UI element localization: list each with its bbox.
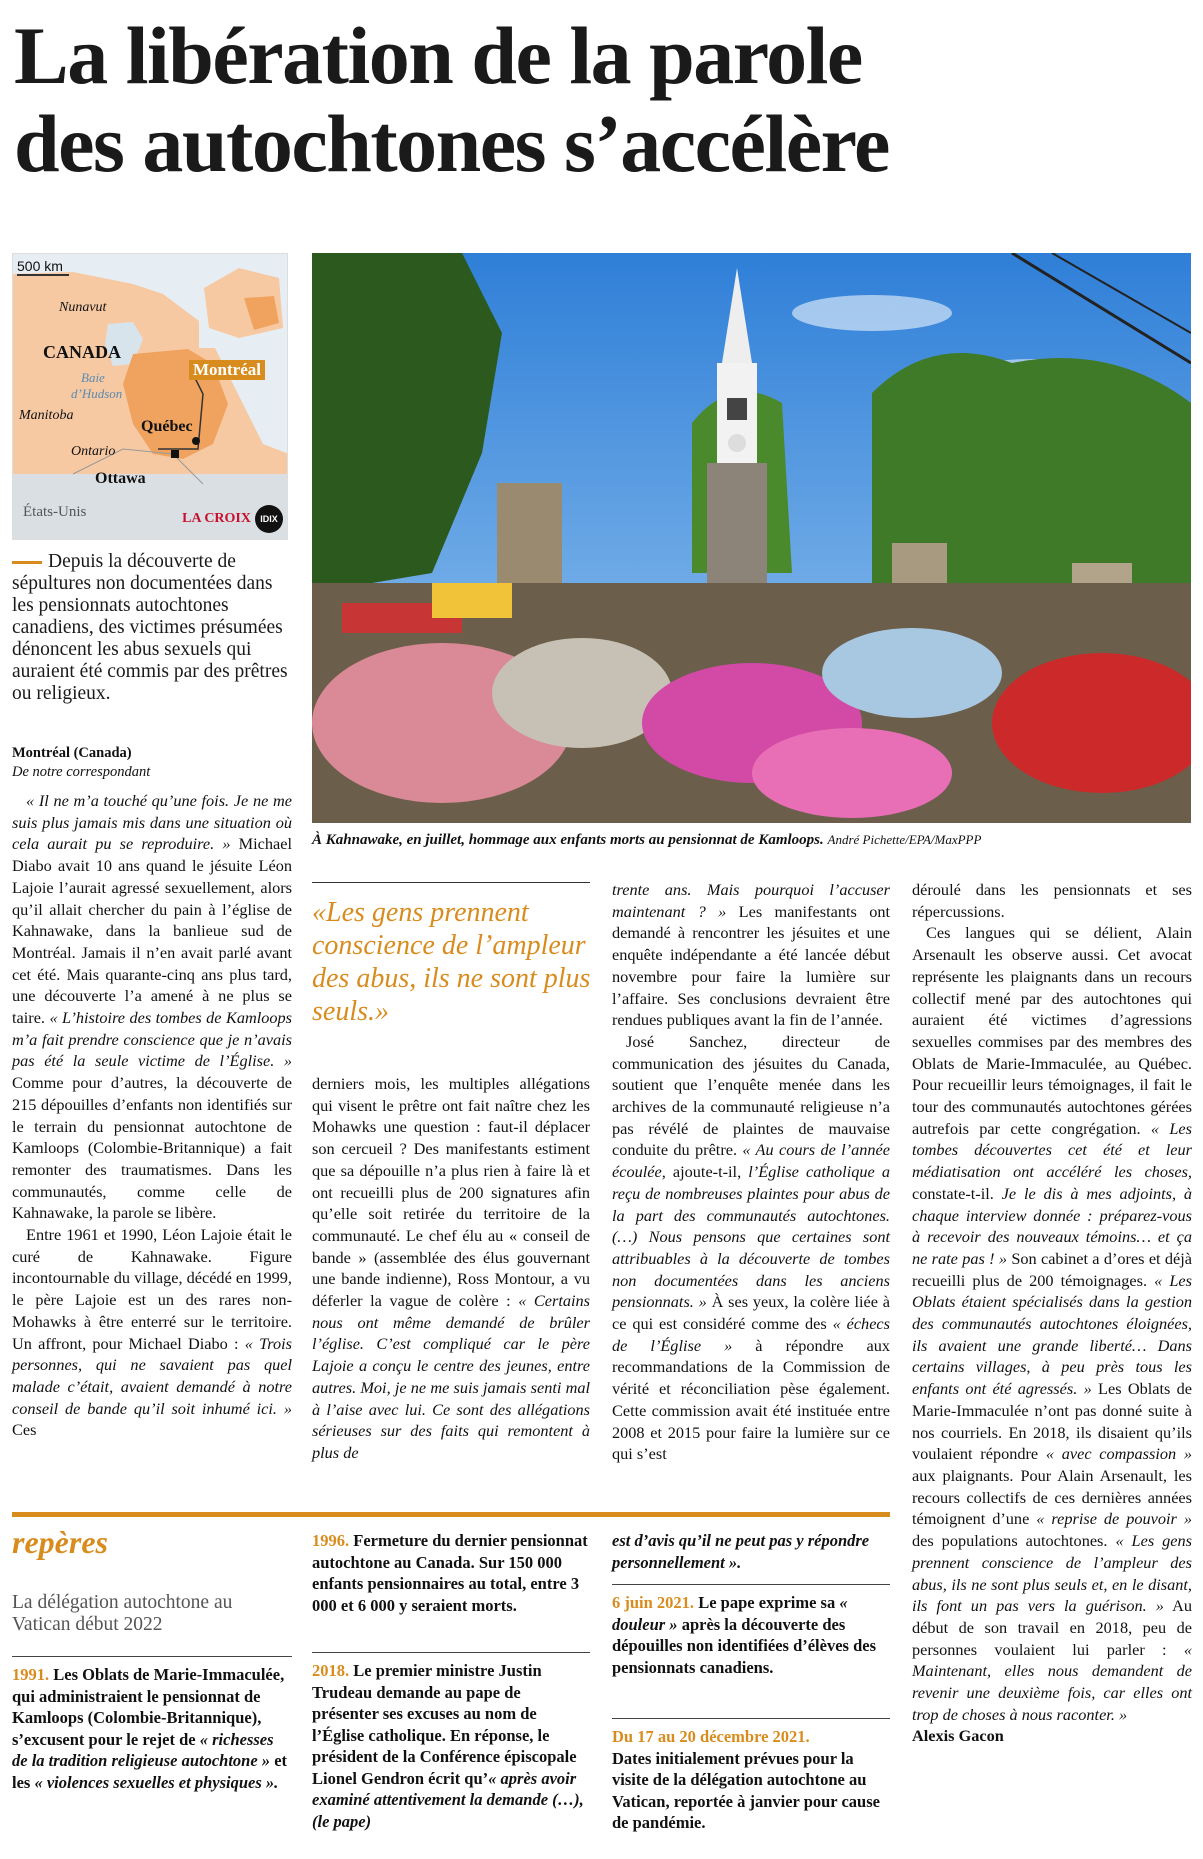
headline-line-1: La libération de la parole <box>14 10 862 101</box>
text: Comme pour d’autres, la découverte de 215 dépouilles d’enfants non identifiés sur le terrain du pensionnat autochtone de Kamloops (Colombie-Britannique) a fait remonter des traumatismes. Dans les communautés, comme celle de Kahnawake, la parole se libère. <box>12 1073 292 1223</box>
label-nunavut: Nunavut <box>59 300 107 315</box>
chapeau-text: Depuis la découverte de sépultures non documentées dans les pensionnats autochtones canadiens, des victimes présumées dénoncent les abus sexuels qui auraient été commis par des prêtres ou religieux. <box>12 551 288 704</box>
entry-quote: « douleur » <box>612 1593 848 1634</box>
label-montreal: Montréal <box>189 360 265 380</box>
text: Les manifestants ont demandé à rencontrer les jésuites et une enquête indépendante a été lancée début novembre pour faire la lumière sur l’affaire. Ses conclusions devraient être rendues publiques avant la fin de l’année. <box>612 901 890 1030</box>
paragraph <box>912 922 1192 1725</box>
entry-year: 6 juin 2021. <box>612 1593 695 1612</box>
entry-year: 1996. <box>312 1531 350 1550</box>
entry-text: Le pape exprime sa <box>694 1593 840 1612</box>
reperes-entry-1996 <box>312 1530 590 1616</box>
entry-quote: est d’avis qu’il ne peut pas y répondre personnellement ». <box>612 1531 870 1572</box>
caption-text: À Kahnawake, en juillet, hommage aux enfants morts au pensionnat de Kamloops. <box>312 832 824 848</box>
label-manitoba: Manitoba <box>19 408 74 423</box>
entry-quote: « après avoir examiné attentivement la demande (…), (le pape) <box>312 1768 584 1831</box>
text: Ces <box>12 1420 37 1440</box>
entry-text: Le premier ministre Justin Trudeau demande au pape de présenter ses excuses au nom de l’Église catholique. En réponse, le président de la Conférence épiscopale Lionel Gendron écrit qu’ <box>312 1661 577 1788</box>
reperes-entry-2021 <box>612 1592 890 1678</box>
separator <box>612 1584 890 1585</box>
photo-illustration <box>312 253 1191 823</box>
quote: « Certains nous ont même demandé de brûler l’église. C’est compliqué car le père Lajoie a conçu le centre des jeunes, entre autres. Moi, je ne me suis jamais senti mal à l’aise avec lui. Ce sont des allégations sérieuses sur des faits qui remontent à plus de <box>312 1291 590 1462</box>
entry-text: Les Oblats de Marie-Immaculée, qui administraient le pensionnat de Kamloops (Colombie-Britannique), s’excusent pour le rejet de <box>12 1665 285 1749</box>
quote: « Les Oblats étaient spécialisés dans la gestion des communautés autochtones éloignées, ils avaient une grande liberté… Dans certains villages, à peu près tous les enfants ont été agressés. » <box>912 1270 1192 1399</box>
photo-caption <box>312 832 1191 849</box>
text: des populations autochtones. <box>912 1531 1116 1551</box>
quote: l’Église catholique a reçu de nombreuses plaintes pour abus de la part des communautés autochtones. (…) Nous pensons que certaines sont attribuables à la découverte de tombes non documentées dans les anciens pensionnats. » <box>612 1162 890 1312</box>
text: ajoute-t-il, <box>665 1162 749 1182</box>
chapeau <box>12 551 292 705</box>
headline-line-2: des autochtones s’accélère <box>14 98 889 189</box>
reperes-entry-dec-2021 <box>612 1726 890 1834</box>
label-ontario: Ontario <box>71 444 116 459</box>
text: Son cabinet a d’ores et déjà recueilli plus de 200 témoignages. <box>912 1248 1192 1290</box>
text: À ses yeux, la colère liée à ce qui est considéré comme des <box>612 1292 891 1334</box>
dateline <box>12 744 292 782</box>
text: José Sanchez, directeur de communication des jésuites du Canada, soutient que l’enquête menée dans les archives de la communauté religieuse n’a pas révélé de plaintes de mauvaise conduite du prêtre. <box>612 1031 890 1160</box>
body-column-3 <box>612 879 890 1465</box>
reperes-entry-2018-cont <box>612 1530 890 1573</box>
reperes-subtitle: La délégation autochtone au Vatican début 2022 <box>12 1592 233 1635</box>
text: à répondre aux recommandations de la Commission de vérité et réconciliation pèse également. Cette commission avait été instituée entre 2008 et 2015 pour faire la lumière sur ce qui s’est <box>612 1335 890 1464</box>
quote: « Il ne m’a touché qu’une fois. Je ne me suis plus jamais mis dans une situation où cela aurait pu se reproduire. » <box>12 791 292 854</box>
text: Entre 1961 et 1990, Léon Lajoie était le curé de Kahnawake. Figure incontournable du village, décédé en 1999, le père Lajoie est un des rares non-Mohawks à être enterré sur le territoire. Un affront, pour Michael Diabo : <box>12 1225 292 1353</box>
label-quebec: Québec <box>141 418 193 435</box>
quote: « Les tombes découvertes cet été et leur médiatisation ont accéléré les choses, <box>912 1118 1192 1182</box>
entry-text: Dates initialement prévues pour la visite de la délégation autochtone au Vatican, reportée à janvier pour cause de pandémie. <box>612 1748 880 1832</box>
quote: « reprise de pouvoir » <box>1036 1509 1192 1529</box>
separator <box>312 1652 590 1653</box>
separator <box>612 1718 890 1719</box>
dateline-correspondent: De notre correspondant <box>12 764 151 780</box>
quote: « échecs de l’Église » <box>612 1314 890 1355</box>
pullquote-rule <box>312 882 590 883</box>
body-column-2 <box>312 1073 590 1464</box>
quote: « Maintenant, elles nous demandent de revenir une deuxième fois, car elles ont trop de choses à nous raconter. » <box>912 1639 1192 1724</box>
body-column-1 <box>12 790 292 1441</box>
map-scale: 500 km <box>17 258 69 276</box>
separator <box>12 1656 292 1657</box>
inset-graphic <box>199 258 285 348</box>
paragraph <box>312 1073 590 1464</box>
entry-quote: « richesses de la tradition religieuse autochtone » <box>12 1729 274 1770</box>
text: Au début de son travail en 2018, peu de personnes voulaient lui parler : <box>912 1596 1192 1659</box>
reperes-rule <box>12 1512 890 1517</box>
quote: « Les gens prennent conscience de l’ampleur des abus, ils ne sont plus seuls et, en le disant, ils font un pas vers la guérison. » <box>912 1531 1192 1616</box>
reperes-entry-2018 <box>312 1660 590 1832</box>
headline <box>14 12 1194 188</box>
label-hudson: d’Hudson <box>71 386 123 401</box>
text: derniers mois, les multiples allégations qui visent le prêtre ont fait naître chez les Mohawks une question : faut-il déplacer son cercueil ? Des manifestants estiment que sa dépouille n’a plus rien à faire là et ont recueilli plus de 200 signatures afin qu’elle soit retirée du territoire de la communauté. Le chef élu au « conseil de bande » (assemblée des élus gouvernant une bande indienne), Ross Montour, a vu déferler la vague de colère : <box>312 1074 590 1311</box>
entry-text: Fermeture du dernier pensionnat autochtone au Canada. Sur 150 000 enfants pensionnaires au total, entre 3 000 et 6 000 y seraient morts. <box>312 1531 588 1615</box>
label-canada: CANADA <box>43 342 121 362</box>
reperes-entry-1991 <box>12 1664 292 1793</box>
entry-text: après la découverte des dépouilles non identifiées d’élèves des pensionnats canadiens. <box>612 1614 877 1677</box>
quote: trente ans. Mais pourquoi l’accuser maintenant ? » <box>612 880 890 921</box>
quote: « L’histoire des tombes de Kamloops m’a fait prendre conscience que je n’avais pas été la seule victime de l’Église. » <box>12 1008 293 1071</box>
text: aux plaignants. Pour Alain Arsenault, les recours collectifs de ces dernières années témoignent d’une <box>912 1465 1192 1529</box>
paragraph <box>612 1031 890 1465</box>
main-photo <box>312 253 1191 823</box>
chapeau-dash <box>12 561 42 564</box>
quote: « avec compassion » <box>1045 1444 1192 1464</box>
entry-text: et les <box>12 1751 288 1792</box>
photo-credit: André Pichette/EPA/MaxPPP <box>827 832 982 847</box>
idix-badge: IDIX <box>255 505 283 533</box>
text: constate-t-il. <box>912 1183 1002 1203</box>
byline: Alexis Gacon <box>912 1726 1004 1746</box>
paragraph <box>12 1224 292 1441</box>
body-column-4 <box>912 879 1192 1747</box>
reperes-title: repères <box>12 1524 108 1560</box>
entry-year: 1991. <box>12 1665 50 1684</box>
la-croix-logo <box>182 505 283 533</box>
label-baie: Baie <box>81 370 105 385</box>
label-ottawa: Ottawa <box>95 470 146 487</box>
entry-year: 2018. <box>312 1661 350 1680</box>
dateline-place: Montréal (Canada) <box>12 745 132 761</box>
pull-quote: «Les gens prennent conscience de l’ampleur des abus, ils ne sont plus seuls.» <box>312 897 591 1027</box>
locator-map <box>12 253 288 540</box>
entry-year: Du 17 au 20 décembre 2021. <box>612 1727 810 1746</box>
paragraph <box>12 790 292 1224</box>
logo-text: LA CROIX <box>182 511 251 527</box>
quote: « Au cours de l’année écoulée, <box>612 1140 890 1182</box>
text: Ces langues qui se délient, Alain Arsenault les observe aussi. Cet avocat représente les plaignants dans un recours collectif mené par des autochtones qui auraient été victimes d’agressions sexuelles commises par des membres des Oblats de Marie-Immaculée, au Québec. Pour recueillir leurs témoignages, il fait le tour des communautés autochtones gérées autrefois par cette congrégation. <box>912 923 1192 1138</box>
text: Les Oblats de Marie-Immaculée n’ont pas donné suite à nos courriels. En 2018, ils disaient qu’ils voulaient répondre <box>912 1379 1193 1464</box>
map-inset <box>199 258 285 348</box>
label-usa: États-Unis <box>23 504 87 520</box>
entry-quote: « violences sexuelles et physiques ». <box>34 1772 279 1792</box>
quote: Je le dis à mes adjoints, à chaque interview donnée : préparez-vous à recevoir des nouveaux témoins… et ça ne rate pas ! » <box>912 1183 1193 1268</box>
paragraph: déroulé dans les pensionnats et ses répercussions. <box>912 880 1192 921</box>
quote: « Trois personnes, qui ne savaient pas quel malade c’était, avaient demandé à notre conseil de bande qu’il soit inhumé ici. » <box>12 1333 292 1418</box>
paragraph <box>612 879 890 1031</box>
text: Michael Diabo avait 10 ans quand le jésuite Léon Lajoie l’aurait agressé sexuellement, alors qu’il allait chercher du pain à l’église de Kahnawake, dans la banlieue sud de Montréal. Jamais il n’en avait parlé avant cet été. Mais quarante-cinq ans plus tard, une découverte l’a amené à ne plus se taire. <box>12 834 292 1028</box>
